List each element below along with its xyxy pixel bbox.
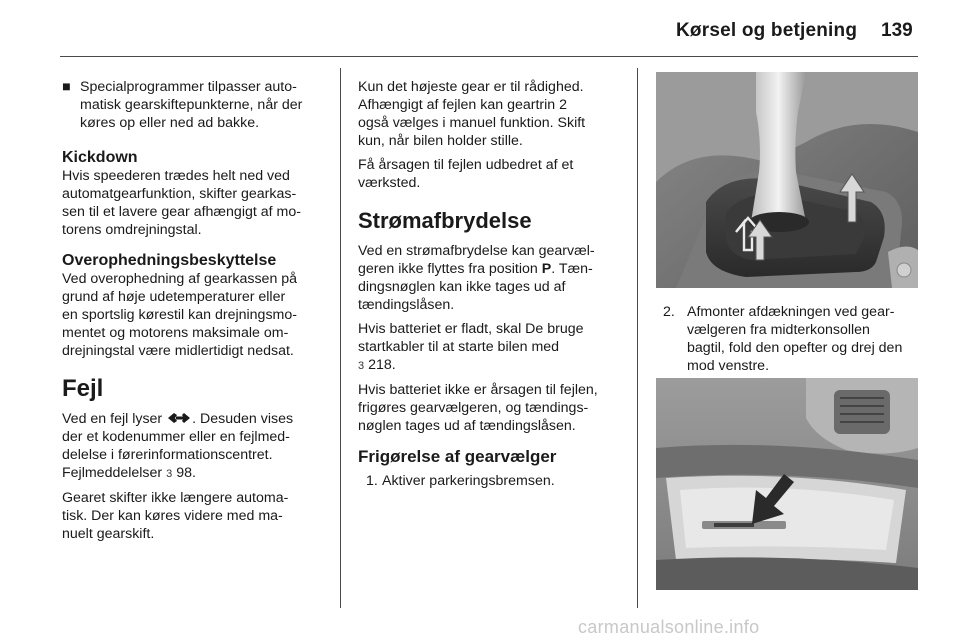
paragraph-overheat	[62, 270, 334, 360]
text-line: automatgearfunktion, skifter gearkas-	[62, 186, 297, 202]
text-line: Hvis speederen trædes helt ned ved	[62, 168, 290, 184]
header-divider	[60, 56, 918, 57]
text-line	[62, 464, 334, 483]
paragraph-fault	[62, 410, 334, 483]
text-line: mentet og motorens maksimale om-	[62, 325, 289, 341]
text-line: delelse i førerinformationscentret.	[62, 447, 273, 463]
text-line: nøglen tages ud af tændingslåsen.	[358, 418, 576, 434]
text-fragment: Ved en fejl lyser	[62, 411, 163, 427]
text-line: værksted.	[358, 175, 421, 191]
text-line: tændingslåsen.	[358, 297, 455, 313]
paragraph-battery-cause	[358, 381, 630, 435]
console-cover-photo	[656, 378, 918, 590]
text-line: torens omdrejningstal.	[62, 222, 202, 238]
page-reference: 218.	[368, 357, 396, 373]
text-line: kun, når bilen holder stille.	[358, 133, 523, 149]
text-line: tisk. Der kan køres videre med ma-	[62, 508, 283, 524]
text-line: mod venstre.	[687, 358, 770, 374]
text-line: Afmonter afdækningen ved gear-	[687, 304, 895, 320]
text-line: dingsnøglen kan ikke tages ud af	[358, 279, 566, 295]
text-line: sen til et lavere gear afhængigt af mo-	[62, 204, 301, 220]
console-cover-illustration	[656, 378, 918, 590]
text-line: grund af høje udetemperaturer eller	[62, 289, 286, 305]
paragraph-workshop	[358, 156, 630, 192]
column-1	[62, 78, 334, 549]
step-number: 2.	[663, 304, 675, 320]
text-fragment: . Desuden vises	[192, 411, 294, 427]
heading-release-gear-selector: Frigørelse af gearvælger	[358, 447, 557, 466]
text-fragment: Fejlmeddelelser	[62, 465, 163, 481]
gear-selector-photo	[656, 72, 918, 288]
paragraph-battery	[358, 320, 630, 375]
text-line	[358, 356, 630, 375]
step-item-1	[358, 472, 630, 490]
gear-selector-illustration	[656, 72, 918, 288]
text-line: Specialprogrammer tilpasser auto-	[80, 79, 297, 95]
step-item-2	[663, 303, 923, 375]
text-line: en sportslig kørestil kan drejningsmo-	[62, 307, 297, 323]
wrench-icon	[166, 411, 192, 425]
paragraph-power-failure	[358, 242, 630, 314]
text-line: Ved en strømafbrydelse kan gearvæl-	[358, 243, 595, 259]
page-number: 139	[881, 20, 913, 41]
text-fragment: . Tæn-	[551, 261, 593, 277]
text-line: Afhængigt af fejlen kan geartrin 2	[358, 97, 568, 113]
heading-fault: Fejl	[62, 375, 104, 402]
text-line: Få årsagen til fejlen udbedret af et	[358, 157, 574, 173]
bullet-mark: ■	[62, 79, 71, 95]
bullet-item-special-programs	[62, 78, 334, 132]
text-line: køres op eller ned ad bakke.	[80, 115, 260, 131]
paragraph-kickdown	[62, 167, 334, 239]
text-line	[62, 410, 334, 428]
text-line: Kun det højeste gear er til rådighed.	[358, 79, 584, 95]
page-reference: 98.	[176, 465, 196, 481]
text-line	[358, 260, 630, 278]
page-reference-symbol: 3	[166, 468, 173, 480]
heading-overheat-protection: Overophedningsbeskyttelse	[62, 252, 277, 269]
text-line: nuelt gearskift.	[62, 526, 155, 542]
step-text: Aktiver parkeringsbremsen.	[382, 473, 555, 489]
paragraph-highest-gear	[358, 78, 630, 150]
text-line: drejningstal være midlertidigt nedsat.	[62, 343, 294, 359]
text-line: Ved overophedning af gearkassen på	[62, 271, 298, 287]
page-header-title: Kørsel og betjening	[676, 20, 858, 41]
text-line: bagtil, fold den opefter og drej den	[687, 340, 903, 356]
text-line: Gearet skifter ikke længere automa-	[62, 490, 289, 506]
text-line: også vælges i manuel funktion. Skift	[358, 115, 586, 131]
column-divider-2	[637, 68, 638, 608]
text-line: startkabler til at starte bilen med	[358, 339, 560, 355]
heading-power-failure: Strømafbrydelse	[358, 208, 532, 233]
text-line: Hvis batteriet ikke er årsagen til fejlen,	[358, 382, 598, 398]
column-3	[663, 303, 923, 375]
column-2	[358, 78, 630, 490]
text-line: frigøres gearvælgeren, og tændings-	[358, 400, 589, 416]
page-reference-symbol: 3	[358, 360, 365, 372]
text-line: Hvis batteriet er fladt, skal De bruge	[358, 321, 584, 337]
text-line: der et kodenummer eller en fejlmed-	[62, 429, 290, 445]
steps-list-continued	[663, 303, 923, 375]
gear-position-p: P	[541, 261, 552, 277]
text-fragment: geren ikke flyttes fra position	[358, 261, 538, 277]
column-divider-1	[340, 68, 341, 608]
watermark: carmanualsonline.info	[578, 617, 760, 637]
text-line: vælgeren fra midterkonsollen	[687, 322, 870, 338]
steps-list	[358, 472, 630, 490]
heading-kickdown: Kickdown	[62, 149, 138, 166]
text-line: matisk gearskiftepunkterne, når der	[80, 97, 303, 113]
paragraph-gear-shift	[62, 489, 334, 543]
step-number: 1.	[366, 473, 378, 489]
